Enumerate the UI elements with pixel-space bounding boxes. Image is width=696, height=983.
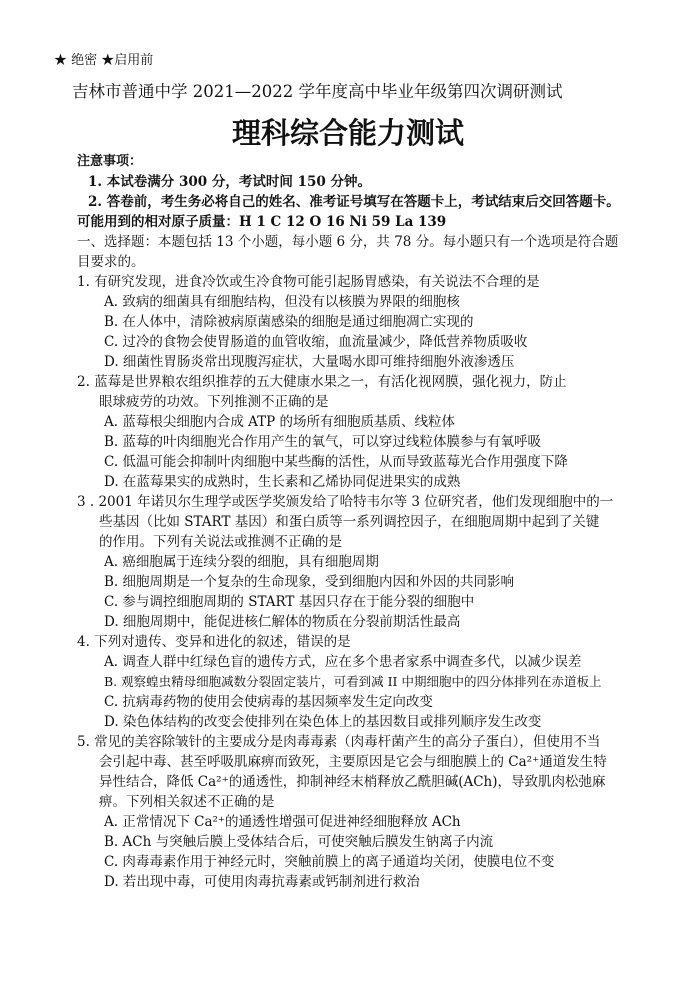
question-1-option-a: A. 致病的细菌具有细胞结构，但没有以核膜为界限的细胞核 [104,294,460,310]
notice-item-1: 1. 本试卷满分 300 分，考试时间 150 分钟。 [88,174,371,190]
question-2-option-d: D. 在蓝莓果实的成熟时，生长素和乙烯协同促进果实的成熟 [104,474,461,490]
question-4-option-c: C. 抗病毒药物的使用会使病毒的基因频率发生定向改变 [104,694,433,710]
question-2-option-b: B. 蓝莓的叶肉细胞光合作用产生的氧气，可以穿过线粒体膜参与有氧呼吸 [104,434,542,450]
question-2-stem-cont: 眼球疲劳的功效。下列推测不正确的是 [99,394,329,410]
question-2-stem: 2. 蓝莓是世界粮农组织推荐的五大健康水果之一，有活化视网膜，强化视力，防止 [77,374,567,390]
question-2-option-c: C. 低温可能会抑制叶肉细胞中某些酶的活性，从而导致蓝莓光合作用强度下降 [104,454,568,470]
question-4-stem: 4. 下列对遗传、变异和进化的叙述，错误的是 [77,634,351,650]
question-5-option-d: D. 若出现中毒，可使用肉毒抗毒素或钙制剂进行救治 [104,874,420,890]
question-3-option-c: C. 参与调控细胞周期的 START 基因只存在于能分裂的细胞中 [104,594,475,610]
question-3-stem-cont-2: 的作用。下列有关说法或推测不正确的是 [99,534,342,550]
question-1-stem: 1. 有研究发现，进食冷饮或生冷食物可能引起肠胃感染，有关说法不合理的是 [77,274,540,290]
notice-item-2: 2. 答卷前，考生务必将自己的姓名、准考证号填写在答题卡上，考试结束后交回答题卡。 [88,194,620,210]
question-3-option-a: A. 癌细胞属于连续分裂的细胞，具有细胞周期 [104,554,379,570]
question-4-option-d: D. 染色体结构的改变会使排列在染色体上的基因数目或排列顺序发生改变 [104,714,542,730]
question-3-stem: 3 . 2001 年诺贝尔生理学或医学奖颁发给了哈特韦尔等 3 位研究者，他们发现细胞中的一 [77,494,614,510]
question-1-option-c: C. 过冷的食物会使胃肠道的血管收缩，血流量减少，降低营养物质吸收 [104,334,528,350]
question-4-option-a: A. 调查人群中红绿色盲的遗传方式，应在多个患者家系中调查多代，以减少误差 [104,654,582,670]
question-5-option-a: A. 正常情况下 Ca²⁺的通透性增强可促进神经细胞释放 ACh [104,814,461,830]
question-5-option-c: C. 肉毒毒素作用于神经元时，突触前膜上的离子通道均关闭，使膜电位不变 [104,854,555,870]
confidential-label: ★ 绝密 ★启用前 [54,53,154,68]
question-5-stem-cont-3: 痹。下列相关叙述不正确的是 [99,794,275,810]
question-5-stem-cont-2: 异性结合，降低 Ca²⁺的通透性，抑制神经末梢释放乙酰胆碱(ACh)，导致肌肉松弛麻 [99,774,606,790]
page-title: 理科综合能力测试 [231,116,464,150]
question-4-option-b: B. 观察蝗虫精母细胞减数分裂固定装片，可看到减 II 中期细胞中的四分体排列在赤道板上 [104,674,602,689]
question-5-option-b: B. ACh 与突触后膜上受体结合后，可使突触后膜发生钠离子内流 [104,834,494,850]
question-3-option-d: D. 细胞周期中，能促进核仁解体的物质在分裂前期活性最高 [104,614,461,630]
question-1-option-b: B. 在人体中，清除被病原菌感染的细胞是通过细胞凋亡实现的 [104,314,474,330]
question-3-option-b: B. 细胞周期是一个复杂的生命现象，受到细胞内因和外因的共同影响 [104,574,515,590]
section-heading-cont: 目要求的。 [77,254,145,270]
question-2-option-a: A. 蓝莓根尖细胞内合成 ATP 的场所有细胞质基质、线粒体 [104,414,456,430]
atomic-masses: 可能用到的相对原子质量：H 1 C 12 O 16 Ni 59 La 139 [77,214,447,230]
question-5-stem-cont-1: 会引起中毒、甚至呼吸肌麻痹而致死，主要原因是它会与细胞膜上的 Ca²⁺通道发生特 [99,754,607,770]
question-3-stem-cont-1: 些基因（比如 START 基因）和蛋白质等一系列调控因子，在细胞周期中起到了关键 [99,514,600,530]
exam-subtitle: 吉林市普通中学 2021—2022 学年度高中毕业年级第四次调研测试 [72,82,563,101]
question-1-option-d: D. 细菌性胃肠炎常出现腹泻症状，大量喝水即可维持细胞外液渗透压 [104,354,515,370]
question-5-stem: 5. 常见的美容除皱针的主要成分是肉毒毒素（肉毒杆菌产生的高分子蛋白），但使用不当 [77,734,601,750]
notice-heading: 注意事项： [77,154,143,169]
section-heading: 一、选择题：本题包括 13 个小题，每小题 6 分，共 78 分。每小题只有一个选项是符合题 [77,234,619,250]
